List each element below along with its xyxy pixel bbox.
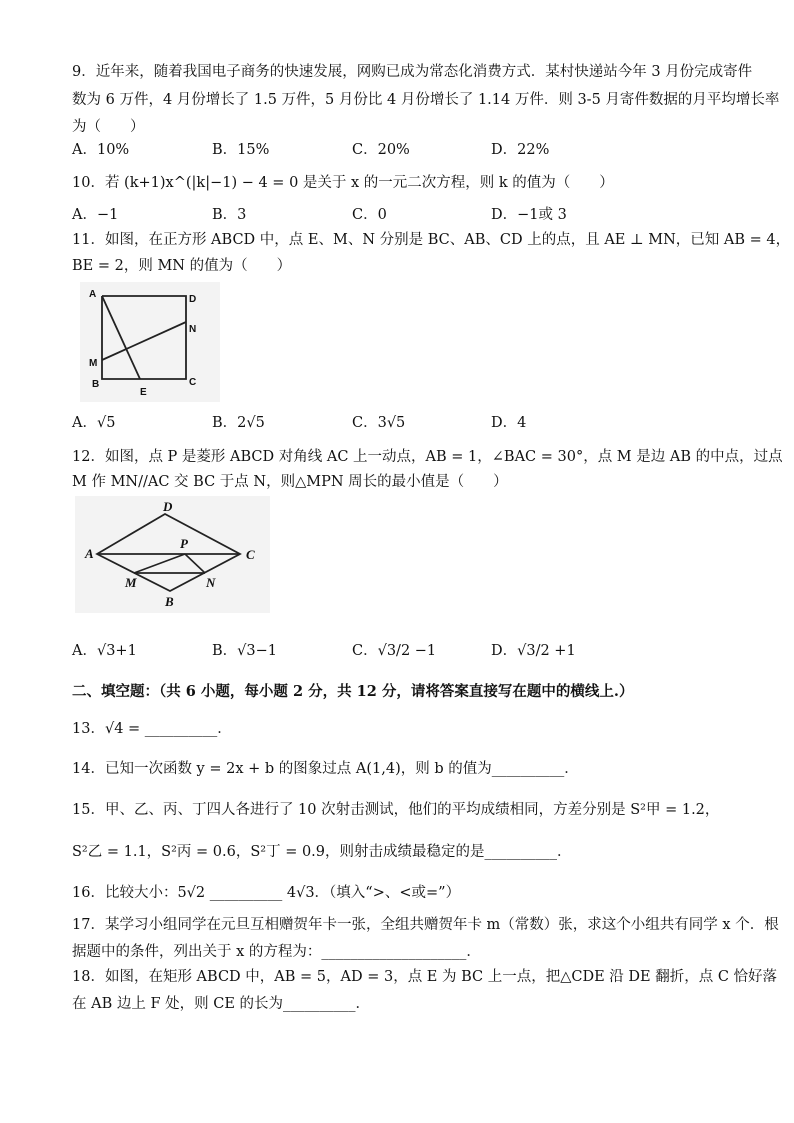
rhombus-abcd-figure xyxy=(75,496,270,613)
q17-line1: 17．某学习小组同学在元旦互相赠贺年卡一张，全组共赠贺年卡 m（常数）张，求这个小组共有同学 x 个．根 xyxy=(72,917,779,933)
label-e: E xyxy=(140,387,147,398)
label-p: P xyxy=(180,536,188,551)
label-c: C xyxy=(189,377,197,388)
q9-option-a: A．10% xyxy=(72,142,130,158)
label-n: N xyxy=(189,324,197,335)
q9-line1: 9．近年来，随着我国电子商务的快速发展，网购已成为常态化消费方式．某村快递站今年 3 月份完成寄件 xyxy=(72,64,753,80)
q15-line2: S²乙 = 1.1，S²丙 = 0.6，S²丁 = 0.9，则射击成绩最稳定的是__________． xyxy=(72,844,572,860)
q10-option-a: A．−1 xyxy=(72,207,119,223)
q11-option-b: B．2√5 xyxy=(212,415,265,431)
label-d: D xyxy=(163,499,173,514)
q9-option-c: C．20% xyxy=(352,142,410,158)
q10-option-c: C．0 xyxy=(352,207,387,223)
q16-text: 16．比较大小：5√2 __________ 4√3．（填入“>、<或=”） xyxy=(72,885,461,901)
square-abcd-figure xyxy=(80,282,220,402)
label-b: B xyxy=(165,594,174,609)
q14-text: 14．已知一次函数 y = 2x + b 的图象过点 A(1,4)，则 b 的值为__________． xyxy=(72,761,579,777)
q18-line1: 18．如图，在矩形 ABCD 中，AB = 5，AD = 3，点 E 为 BC 上一点，把△CDE 沿 DE 翻折，点 C 恰好落 xyxy=(72,969,778,985)
q17-line2: 据题中的条件，列出关于 x 的方程为：____________________． xyxy=(72,944,481,960)
q12-option-c: C．√3/2 −1 xyxy=(352,643,437,659)
label-b: B xyxy=(92,379,100,390)
label-m: M xyxy=(125,575,137,590)
q10-option-d: D．−1或 3 xyxy=(491,207,567,223)
q11-line2: BE = 2，则 MN 的值为（ ） xyxy=(72,258,292,274)
label-a: A xyxy=(89,289,97,300)
label-c: C xyxy=(246,547,255,562)
q12-option-b: B．√3−1 xyxy=(212,643,277,659)
label-a: A xyxy=(85,546,94,561)
q11-line1: 11．如图，在正方形 ABCD 中，点 E、M、N 分别是 BC、AB、CD 上的点，且 AE ⊥ MN，已知 AB = 4， xyxy=(72,232,791,248)
q9-line3: 为（ ） xyxy=(72,119,145,135)
q11-option-d: D．4 xyxy=(491,415,527,431)
q15-line1: 15．甲、乙、丙、丁四人各进行了 10 次射击测试，他们的平均成绩相同，方差分别是 S²甲 = 1.2， xyxy=(72,802,720,818)
q10-text: 10．若 (k+1)x^(|k|−1) − 4 = 0 是关于 x 的一元二次方程，则 k 的值为（ ） xyxy=(72,175,614,191)
q12-line1: 12．如图，点 P 是菱形 ABCD 对角线 AC 上一动点，AB = 1，∠BAC = 30°，点 M 是边 AB 的中点，过点 xyxy=(72,449,783,465)
q9-line2: 数为 6 万件，4 月份增长了 1.5 万件，5 月份比 4 月份增长了 1.14 万件．则 3-5 月寄件数据的月平均增长率 xyxy=(72,92,780,108)
q12-line2: M 作 MN//AC 交 BC 于点 N，则△MPN 周长的最小值是（ ） xyxy=(72,474,508,490)
q11-option-a: A．√5 xyxy=(72,415,116,431)
q10-option-b: B．3 xyxy=(212,207,247,223)
q18-line2: 在 AB 边上 F 处，则 CE 的长为__________． xyxy=(72,996,371,1012)
q9-option-b: B．15% xyxy=(212,142,270,158)
q12-option-a: A．√3+1 xyxy=(72,643,137,659)
q9-option-d: D．22% xyxy=(491,142,550,158)
section-heading: 二、填空题：（共 6 小题，每小题 2 分，共 12 分，请将答案直接写在题中的横线上.） xyxy=(72,683,634,700)
q12-option-d: D．√3/2 +1 xyxy=(491,643,576,659)
label-d: D xyxy=(189,294,197,305)
q13-text: 13．√4 = __________． xyxy=(72,721,232,737)
label-m: M xyxy=(89,358,98,369)
label-n: N xyxy=(206,575,216,590)
q11-option-c: C．3√5 xyxy=(352,415,406,431)
